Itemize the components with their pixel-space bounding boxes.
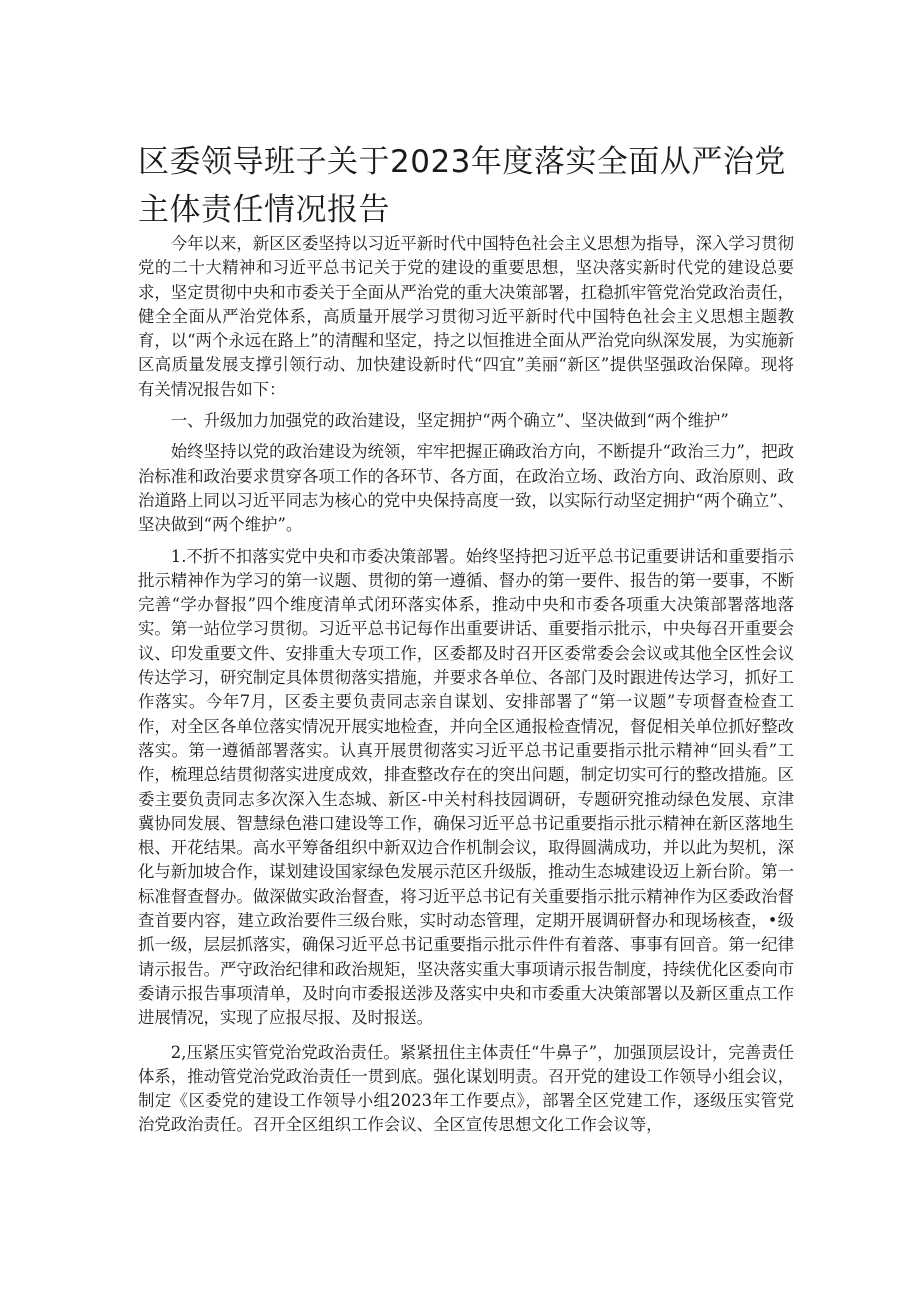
- item-paragraph-2: 2,压紧压实管党治党政治责任。紧紧扭住主体责任“牛鼻子”，加强顶层设计，完善责任体系，推动管党治党政治责任一贯到底。强化谋划明责。召开党的建设工作领导小组会议，制定《区委党的建设工作领导小组2023年工作要点》，部署全区党建工作，逐级压实管党治党政治责任。召开全区组织工作会议、全区宣传思想文化工作会议等，: [138, 1042, 794, 1135]
- intro-paragraph: 今年以来，新区区委坚持以习近平新时代中国特色社会主义思想为指导，深入学习贯彻党的二十大精神和习近平总书记关于党的建设的重要思想，坚决落实新时代党的建设总要求，坚定贯彻中央和市委关于全面从严治党的重大决策部署，扛稳抓牢管党治党政治责任，健全全面从严治党体系，高质量开展学习贯彻习近平新时代中国特色社会主义思想主题教育，以“两个永远在路上”的清醒和坚定，持之以恒推进全面从严治党向纵深发展，为实施新区高质量发展支撑引领行动、加快建设新时代“四宜”美丽“新区”提供坚强政治保障。现将有关情况报告如下：: [138, 234, 794, 399]
- document-title: 区委领导班子关于2023年度落实全面从严治党主体责任情况报告: [138, 144, 786, 228]
- section-heading: 一、升级加力加强党的政治建设，坚定拥护“两个确立”、坚决做到“两个维护”: [170, 411, 729, 431]
- document-body: [138, 232, 794, 1138]
- section-paragraph: 始终坚持以党的政治建设为统领，牢牢把握正确政治方向，不断提升“政治三力”，把政治标准和政治要求贯穿各项工作的各环节、各方面，在政治立场、政治方向、政治原则、政治道路上同以习近平同志为核心的党中央保持高度一致，以实际行动坚定拥护“两个确立”、坚决做到“两个维护”。: [138, 442, 795, 535]
- item-paragraph-1: 1.不折不扣落实党中央和市委决策部署。始终坚持把习近平总书记重要讲话和重要指示批示精神作为学习的第一议题、贯彻的第一遵循、督办的第一要件、报告的第一要事，不断完善“学办督报”四个维度清单式闭环落实体系，推动中央和市委各项重大决策部署落地落实。第一站位学习贯彻。习近平总书记每作出重要讲话、重要指示批示，中央每召开重要会议、印发重要文件、安排重大专项工作，区委都及时召开区委常委会会议或其他全区性会议传达学习，研究制定具体贯彻落实措施，并要求各单位、各部门及时跟进传达学习，抓好工作落实。今年7月，区委主要负责同志亲自谋划、安排部署了“第一议题”专项督查检查工作，对全区各单位落实情况开展实地检查，并向全区通报检查情况，督促相关单位抓好整改落实。第一遵循部署落实。认真开展贯彻落实习近平总书记重要指示批示精神“回头看”工作，梳理总结贯彻落实进度成效，排查整改存在的突出问题，制定切实可行的整改措施。区委主要负责同志多次深入生态城、新区-中关村科技园调研，专题研究推动绿色发展、京津冀协同发展、智慧绿色港口建设等工作，确保习近平总书记重要指示批示精神在新区落地生根、开花结果。高水平筹备组织中新双边合作机制会议，取得圆满成功，并以此为契机，深化与新加坡合作，谋划建设国家绿色发展示范区升级版，推动生态城建设迈上新台阶。第一标准督查督办。做深做实政治督查，将习近平总书记有关重要指示批示精神作为区委政治督查首要内容，建立政治要件三级台账，实时动态管理，定期开展调研督办和现场核查，•级抓一级，层层抓落实，确保习近平总书记重要指示批示件件有着落、事事有回音。第一纪律请示报告。严守政治纪律和政治规矩，坚决落实重大事项请示报告制度，持续优化区委向市委请示报告事项清单，及时向市委报送涉及落实中央和市委重大决策部署以及新区重点工作进展情况，实现了应报尽报、及时报送。: [138, 546, 794, 1028]
